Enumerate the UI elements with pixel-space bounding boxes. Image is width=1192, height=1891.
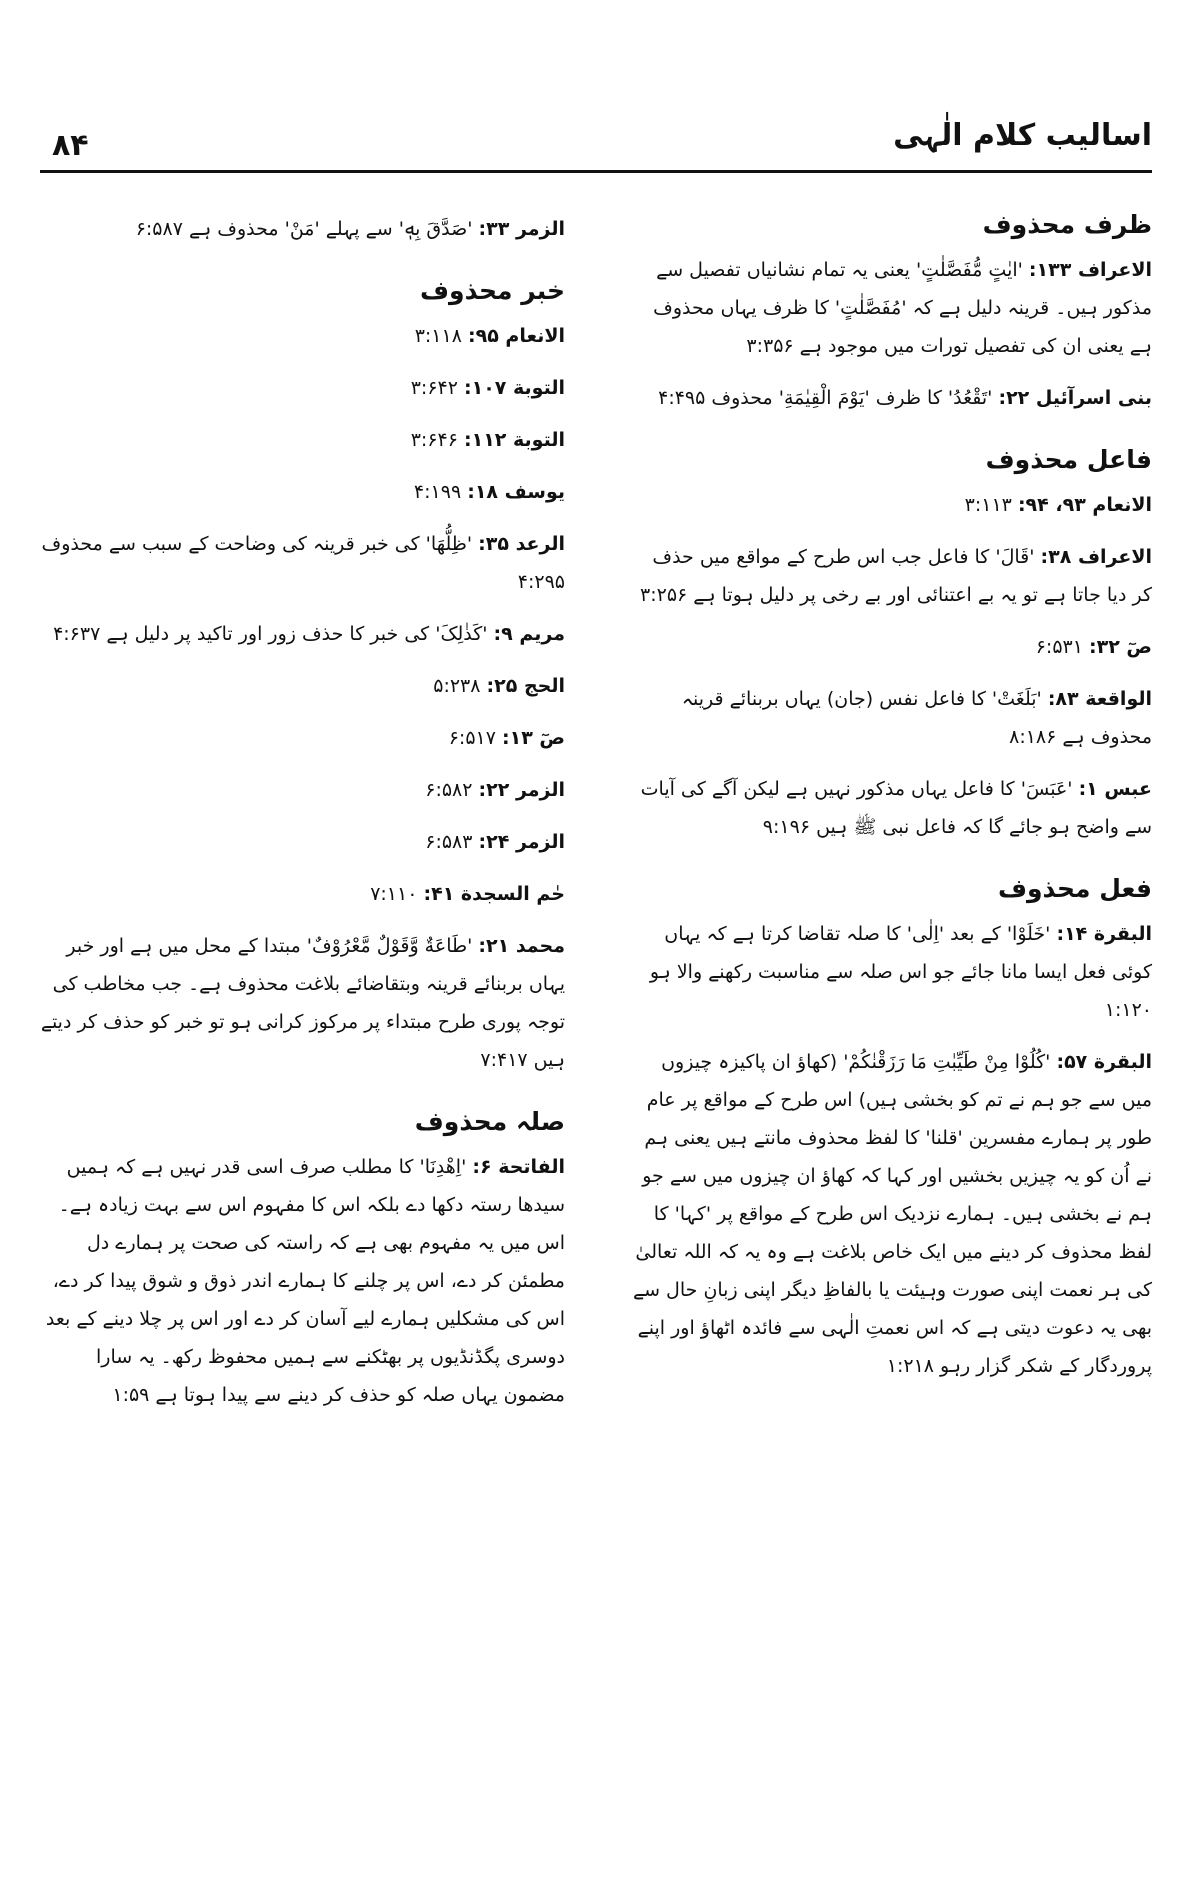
reference-entry — [627, 379, 1152, 417]
reference-entry — [627, 770, 1152, 846]
reference-entry — [627, 251, 1152, 365]
reference-entry — [627, 680, 1152, 756]
reference-entry — [40, 719, 565, 757]
entry-text: 'خَلَوْا' کے بعد 'اِلٰی' کا صلہ تقاضا کرتا ہے کہ یہاں کوئی فعل ایسا مانا جائے جو اس صلہ سے مناسبت رکھنے والا ہو ۱:۱۲۰ — [649, 923, 1152, 1021]
right-column — [627, 210, 1152, 1399]
entry-reference: الفاتحة ۶: — [472, 1156, 565, 1178]
reference-entry — [627, 915, 1152, 1029]
header-title: اسالیب کلام الٰہی — [893, 118, 1152, 153]
entry-reference: الواقعة ۸۳: — [1047, 688, 1152, 710]
entry-reference: محمد ۲۱: — [478, 935, 565, 957]
entry-text: 'صَدَّقَ بِهٖ' سے پہلے 'مَنْ' محذوف ہے ۶:۵۸۷ — [135, 218, 473, 240]
entry-reference: الرعد ۳۵: — [478, 533, 565, 555]
reference-entry — [627, 538, 1152, 614]
reference-entry — [40, 473, 565, 511]
reference-entry — [627, 1043, 1152, 1385]
section-heading: صلہ محذوف — [414, 1107, 565, 1136]
page-number: ۸۴ — [52, 128, 89, 163]
entry-reference: صٓ ۱۳: — [502, 727, 565, 749]
reference-entry — [40, 1148, 565, 1414]
entry-reference: الاعراف ۳۸: — [1040, 546, 1152, 568]
entry-text: ۶:۵۱۷ — [448, 727, 496, 749]
entry-reference: یوسف ۱۸: — [467, 481, 565, 503]
left-column — [40, 210, 565, 1428]
entry-text: ۴:۱۹۹ — [413, 481, 462, 503]
entry-text: ۳:۱۱۸ — [414, 325, 462, 347]
entry-reference: التوبة ۱۰۷: — [464, 377, 565, 399]
entry-reference: حٰم السجدة ۴۱: — [423, 883, 565, 905]
entry-reference: عبس ۱: — [1078, 778, 1152, 800]
reference-entry — [627, 486, 1152, 524]
reference-entry — [40, 771, 565, 809]
entry-text: 'تَقْعُدُ' کا ظرف 'یَوْمَ الْقِیٰمَةِ' محذوف ۴:۴۹۵ — [658, 387, 993, 409]
section-heading: ظرف محذوف — [982, 210, 1152, 239]
entry-reference: الحج ۲۵: — [486, 675, 565, 697]
entry-text: ۳:۱۱۳ — [964, 494, 1012, 516]
entry-reference: صٓ ۳۲: — [1089, 636, 1152, 658]
reference-entry — [40, 667, 565, 705]
entry-text: ۳:۶۴۲ — [410, 377, 458, 399]
entry-text: ۶:۵۸۲ — [425, 779, 473, 801]
entry-reference: الاعراف ۱۳۳: — [1028, 259, 1152, 281]
entry-text: ۶:۵۳۱ — [1035, 636, 1083, 658]
section-heading: فعل محذوف — [997, 874, 1152, 903]
entry-reference: الزمر ۳۳: — [478, 218, 565, 240]
entry-reference: مریم ۹: — [493, 623, 565, 645]
reference-entry — [40, 927, 565, 1079]
entry-text: 'ظِلُّهَا' کی خبر قرینہ کی وضاحت کے سبب سے محذوف ۴:۲۹۵ — [41, 533, 565, 593]
reference-entry — [627, 628, 1152, 666]
section-heading: فاعل محذوف — [985, 445, 1152, 474]
entry-text: 'عَبَسَ' کا فاعل یہاں مذکور نہیں ہے لیکن آگے کی آیات سے واضح ہو جائے گا کہ فاعل نبی ﷺ ہیں ۹:۱۹۶ — [640, 778, 1152, 838]
section-heading: خبر محذوف — [420, 276, 565, 305]
entry-reference: بنی اسرآئیل ۲۲: — [998, 387, 1152, 409]
entry-text: 'قَالَ' کا فاعل جب اس طرح کے مواقع میں حذف کر دیا جاتا ہے تو یہ بے اعتنائی اور بے رخی پر دلیل ہوتا ہے ۳:۲۵۶ — [640, 546, 1152, 606]
entry-text: ۷:۱۱۰ — [370, 883, 418, 905]
entry-reference: البقرة ۱۴: — [1056, 923, 1152, 945]
entry-text: ۶:۵۸۳ — [425, 831, 473, 853]
entry-reference: الزمر ۲۴: — [478, 831, 565, 853]
header-rule — [40, 170, 1152, 173]
entry-text: ۵:۲۳۸ — [433, 675, 481, 697]
entry-text: 'کَذٰلِکَ' کی خبر کا حذف زور اور تاکید پر دلیل ہے ۴:۶۳۷ — [53, 623, 488, 645]
reference-entry — [40, 823, 565, 861]
reference-entry — [40, 317, 565, 355]
entry-reference: الانعام ۹۳، ۹۴: — [1017, 494, 1152, 516]
reference-entry — [40, 369, 565, 407]
entry-reference: الانعام ۹۵: — [467, 325, 565, 347]
entry-reference: البقرة ۵۷: — [1056, 1051, 1152, 1073]
reference-entry — [40, 421, 565, 459]
entry-text: 'طَاعَةٌ وَّقَوْلٌ مَّعْرُوْفٌ' مبتدا کے محل میں ہے اور خبر یہاں بربنائے قرینہ وبتقاضائے بلاغت محذوف ہے۔ جب مخاطب کی توجہ پوری طرح مبتداء پر مرکوز کرانی ہو تو خبر کو حذف کر دیتے ہیں ۷:۴۱۷ — [40, 935, 565, 1071]
entry-text: 'کُلُوْا مِنْ طَیِّبٰتِ مَا رَزَقْنٰکُمْ' (کھاؤ ان پاکیزہ چیزوں میں سے جو ہم نے تم کو بخشی ہیں) اس طرح کے مواقع پر عام طور پر ہمارے مفسرین 'قلنا' کا لفظ محذوف مانتے ہیں یعنی ہم نے اُن کو یہ چیزیں بخشیں اور کہا کہ کھاؤ ان چیزوں میں سے جو ہم نے بخشی ہیں۔ ہمارے نزدیک اس طرح کے مواقع پر 'کہا' کا لفظ محذوف کر دینے میں ایک خاص بلاغت ہے وہ یہ کہ اللہ تعالیٰ کی ہر نعمت اپنی صورت وہیئت یا بالفاظِ دیگر اپنی زبانِ حال سے بھی یہ دعوت دیتی ہے کہ اس نعمتِ الٰہی سے فائدہ اٹھاؤ اور اپنے پروردگار کے شکر گزار رہو ۱:۲۱۸ — [632, 1051, 1152, 1377]
entry-text: 'ایٰتٍ مُّفَصَّلٰتٍ' یعنی یہ تمام نشانیاں تفصیل سے مذکور ہیں۔ قرینہ دلیل ہے کہ 'مُفَصَّلٰتٍ' کا ظرف یہاں محذوف ہے یعنی ان کی تفصیل تورات میں موجود ہے ۳:۳۵۶ — [653, 259, 1152, 357]
reference-entry — [40, 210, 565, 248]
entry-text: 'بَلَغَتْ' کا فاعل نفس (جان) یہاں بربنائے قرینہ محذوف ہے ۸:۱۸۶ — [681, 688, 1152, 748]
reference-entry — [40, 615, 565, 653]
entry-text: 'اِهْدِنَا' کا مطلب صرف اسی قدر نہیں ہے کہ ہمیں سیدھا رستہ دکھا دے بلکہ اس کا مفہوم اس سے بہت زیادہ ہے۔ اس میں یہ مفہوم بھی ہے کہ راستہ کی صحت پر ہمارے دل مطمئن کر دے، اس پر چلنے کا ہمارے اندر ذوق و شوق پیدا کر دے، اس کی مشکلیں ہمارے لیے آسان کر دے اور اس پر چلا دینے کے بعد دوسری پگڈنڈیوں پر بھٹکنے سے ہمیں محفوظ رکھ۔ یہ سارا مضمون یہاں صلہ کو حذف کر دینے سے پیدا ہوتا ہے ۱:۵۹ — [45, 1156, 565, 1406]
entry-reference: التوبة ۱۱۲: — [464, 429, 565, 451]
entry-reference: الزمر ۲۲: — [478, 779, 565, 801]
reference-entry — [40, 875, 565, 913]
reference-entry — [40, 525, 565, 601]
entry-text: ۳:۶۴۶ — [410, 429, 458, 451]
